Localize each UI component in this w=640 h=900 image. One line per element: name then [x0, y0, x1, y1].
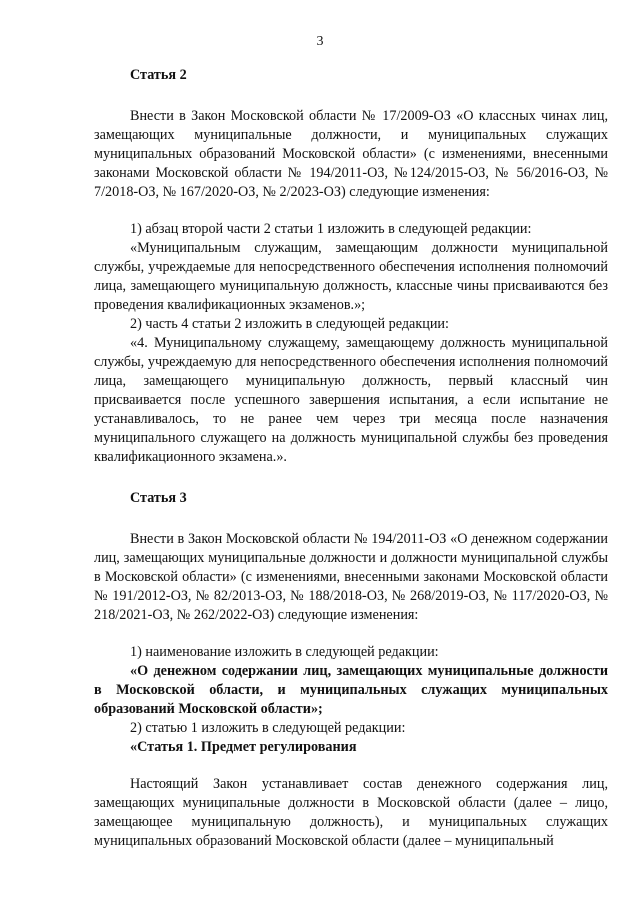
article-3-item-2-heading: «Статья 1. Предмет регулирования	[130, 739, 357, 755]
article-2-intro: Внести в Закон Московской области № 17/2009-ОЗ «О классных чинах лиц, замещающих муниципальные должности, и муниципальных служащих муниципальных образований Московской области» (с изменениями, внесенными законами Московской области № 194/2011-ОЗ, №124/2015-ОЗ, № 56/2016-ОЗ, № 7/2018-ОЗ, № 167/2020-ОЗ, № 2/2023-ОЗ) следующие изменения:	[94, 108, 608, 200]
document-body	[94, 66, 608, 851]
article-3-intro: Внести в Закон Московской области № 194/2011-ОЗ «О денежном содержании лиц, замещающих муниципальные должности и должности муниципальной службы в Московской области» (с изменениями, внесенными законами Московской области № 191/2012-ОЗ, № 82/2013-ОЗ, № 188/2018-ОЗ, № 268/2019-ОЗ, № 117/2020-ОЗ, № 218/2021-ОЗ, № 262/2022-ОЗ) следующие изменения:	[94, 531, 608, 623]
article-3-body: Настоящий Закон устанавливает состав денежного содержания лиц, замещающих муниципальные должности в Московской области (далее – лицо, замещающее муниципальную должность), и муниципальных служащих муниципальных образований Московской области (далее – муниципальный	[94, 776, 608, 849]
article-3-item-1: 1) наименование изложить в следующей редакции:	[130, 644, 439, 660]
article-2-item-2: 2) часть 4 статьи 2 изложить в следующей редакции:	[130, 316, 449, 332]
article-3-title: Статья 3	[130, 490, 187, 506]
article-2-item-1: 1) абзац второй части 2 статьи 1 изложить в следующей редакции:	[130, 221, 532, 237]
article-3-item-2: 2) статью 1 изложить в следующей редакции:	[130, 720, 406, 736]
page-number: 3	[316, 34, 324, 49]
article-3-item-1-text: «О денежном содержании лиц, замещающих муниципальные должности в Московской области, и муниципальных служащих муниципальных образований Московской области»;	[94, 663, 608, 717]
article-2-item-1-text: «Муниципальным служащим, замещающим должности муниципальной службы, учреждаемые для непосредственного обеспечения исполнения полномочий лица, замещающего муниципальную должность, классные чины присваиваются без проведения квалификационных экзаменов.»;	[94, 240, 608, 313]
article-2-item-2-text: «4. Муниципальному служащему, замещающему должность муниципальной службы, учреждаемую для непосредственного обеспечения исполнения полномочий лица, замещающего муниципальную должность, первый классный чин присваивается после успешного завершения испытания, а если испытание не устанавливалось, то не ранее чем через три месяца после назначения муниципального служащего на должность муниципальной службы без проведения квалификационного экзамена.».	[94, 335, 608, 465]
article-2-title: Статья 2	[130, 67, 187, 83]
